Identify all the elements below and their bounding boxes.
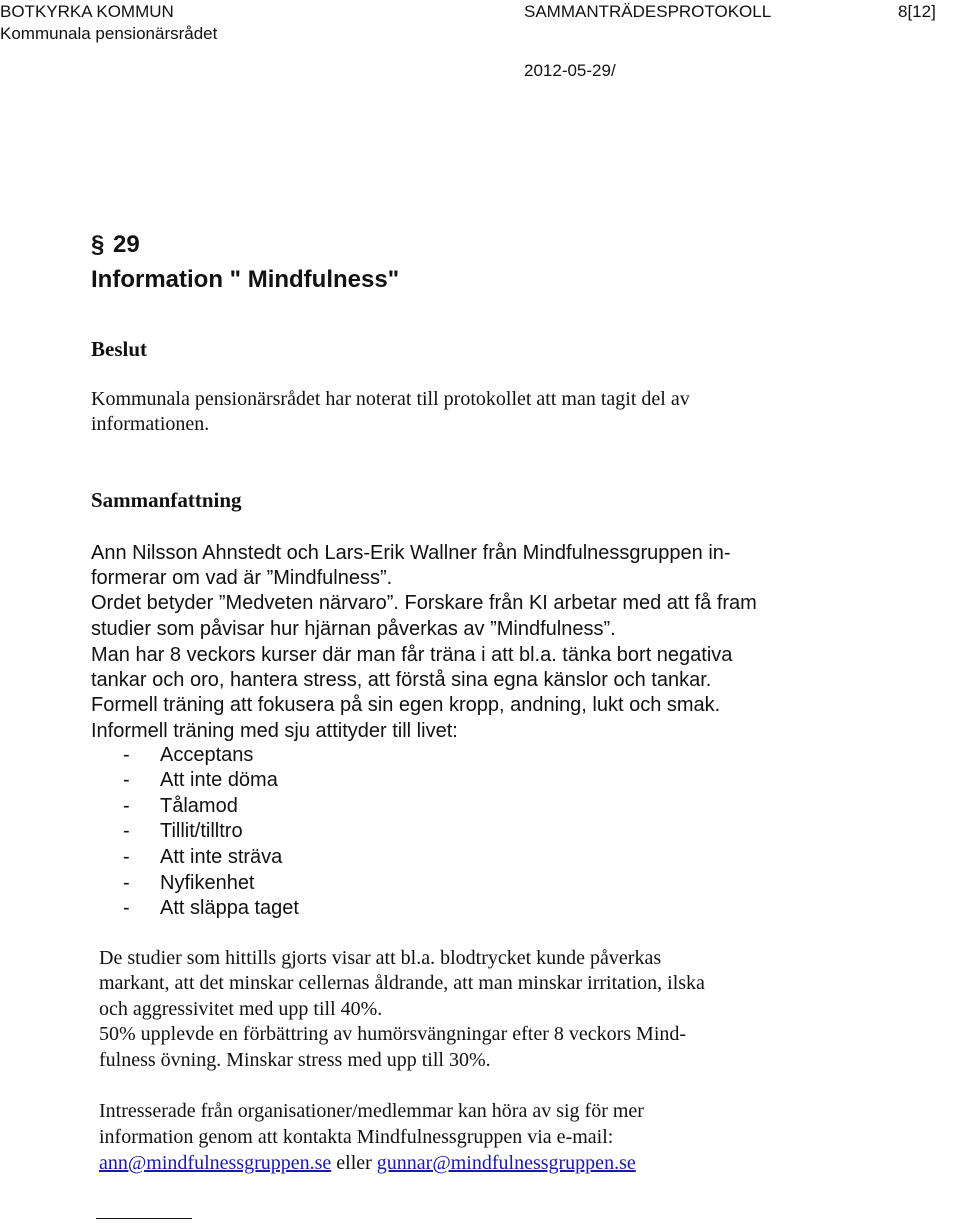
summary-line: Formell träning att fokusera på sin egen kropp, andning, lukt och smak. [91, 694, 721, 716]
header-doc-type: SAMMANTRÄDESPROTOKOLL [524, 2, 772, 21]
summary-line: tankar och oro, hantera stress, att förstå sina egna känslor och tankar. [91, 669, 712, 691]
email-connector: eller [336, 1152, 372, 1174]
header-municipality: BOTKYRKA KOMMUN [0, 2, 174, 21]
list-dash: - [123, 897, 130, 919]
studies-line: De studier som hittills gjorts visar att bl.a. blodtrycket kunde påverkas [99, 947, 662, 969]
attitude-list-item [123, 844, 282, 870]
header-council: Kommunala pensionärsrådet [0, 24, 218, 43]
section-number: 29 [113, 231, 140, 258]
list-dash: - [123, 846, 130, 868]
studies-line: fulness övning. Minskar stress med upp till 30%. [99, 1049, 491, 1071]
beslut-heading: Beslut [91, 337, 148, 361]
summary-line: formerar om vad är ”Mindfulness”. [91, 567, 393, 589]
attitude-list-item [123, 742, 253, 768]
attitude-label: Tillit/tilltro [160, 820, 243, 842]
studies-line: markant, att det minskar cellernas åldrande, att man minskar irritation, ilska [99, 972, 705, 994]
attitude-list-item [123, 895, 299, 921]
summary-line: Informell träning med sju attityder till livet: [91, 720, 458, 742]
attitude-label: Nyfikenhet [160, 872, 255, 894]
header-date: 2012-05-29/ [524, 61, 616, 80]
beslut-line: Kommunala pensionärsrådet har noterat till protokollet att man tagit del av [91, 388, 690, 410]
summary-line: Ann Nilsson Ahnstedt och Lars-Erik Wallner från Mindfulnessgruppen in- [91, 542, 731, 564]
studies-line: och aggressivitet med upp till 40%. [99, 998, 383, 1020]
attitude-label: Tålamod [160, 795, 238, 817]
sammanfattning-heading: Sammanfattning [91, 488, 242, 512]
summary-line: Man har 8 veckors kurser där man får träna i att bl.a. tänka bort negativa [91, 644, 733, 666]
header-page-number: 8[12] [898, 2, 936, 21]
footnote-divider [96, 1218, 192, 1219]
attitude-list-item [123, 818, 243, 844]
email-link-gunnar[interactable]: gunnar@mindfulnessgruppen.se [376, 1152, 636, 1174]
list-dash: - [123, 769, 130, 791]
summary-line: studier som påvisar hur hjärnan påverkas av ”Mindfulness”. [91, 618, 616, 640]
attitude-list-item [123, 767, 278, 793]
email-link-ann[interactable]: ann@mindfulnessgruppen.se [99, 1152, 332, 1174]
attitude-list-item [123, 870, 255, 896]
contact-line: Intresserade från organisationer/medlemmar kan höra av sig för mer [99, 1100, 644, 1122]
summary-line: Ordet betyder ”Medveten närvaro”. Forskare från KI arbetar med att få fram [91, 592, 757, 614]
contact-line: information genom att kontakta Mindfulnessgruppen via e-mail: [99, 1126, 614, 1148]
attitude-label: Att inte sträva [160, 846, 283, 868]
list-dash: - [123, 744, 130, 766]
list-dash: - [123, 795, 130, 817]
attitude-label: Acceptans [160, 744, 254, 766]
list-dash: - [123, 872, 130, 894]
attitude-list-item [123, 793, 238, 819]
section-symbol: § [91, 231, 105, 258]
beslut-line: informationen. [91, 413, 210, 435]
contact-emails [99, 1150, 636, 1176]
attitude-label: Att släppa taget [160, 897, 299, 919]
studies-line: 50% upplevde en förbättring av humörsvängningar efter 8 veckors Mind- [99, 1023, 687, 1045]
attitude-label: Att inte döma [160, 769, 278, 791]
section-title: Information " Mindfulness" [91, 266, 400, 293]
list-dash: - [123, 820, 130, 842]
